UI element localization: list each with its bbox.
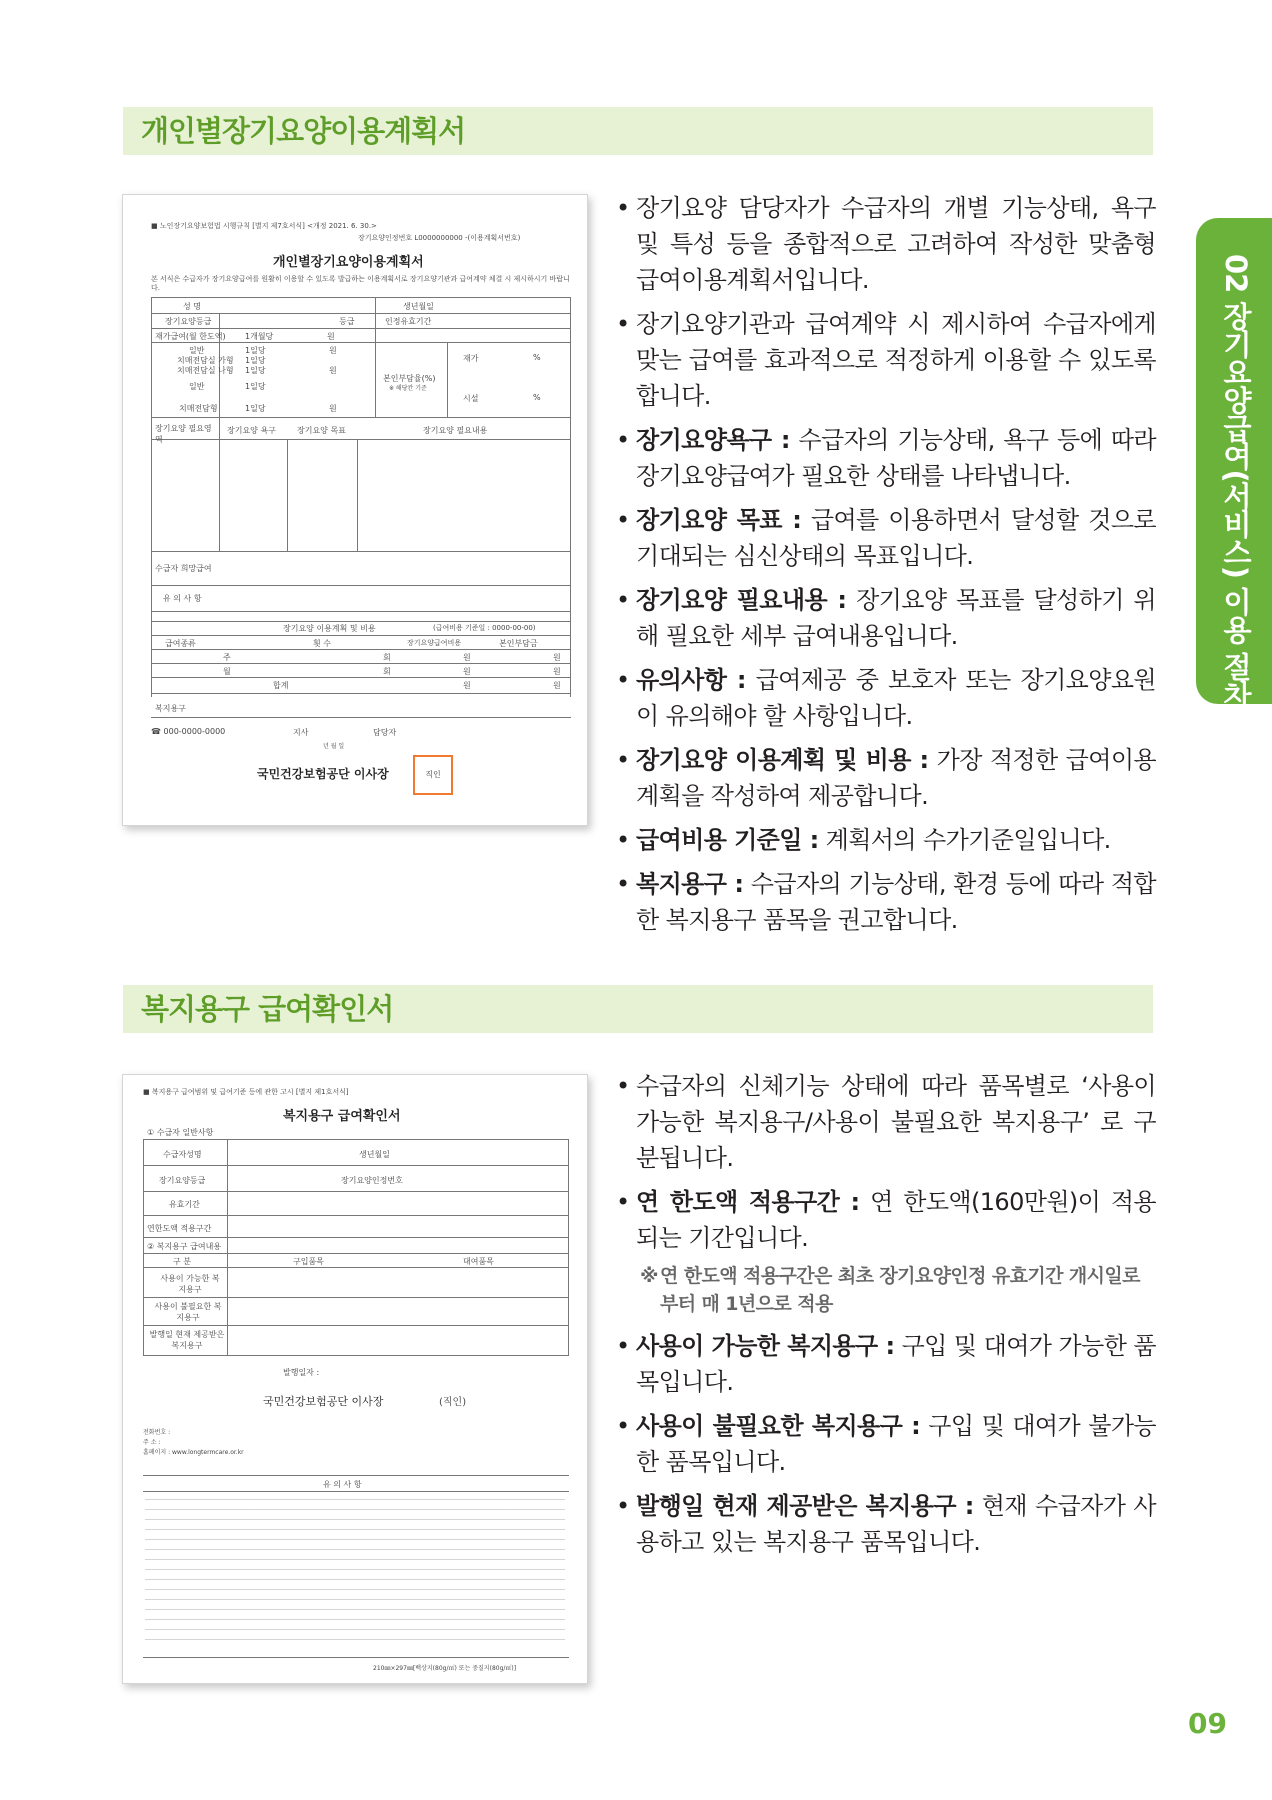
plan-form-col-need: 장기요양 욕구 xyxy=(227,426,276,435)
confirm-form-issuer: 국민건강보험공단 이사장 xyxy=(263,1395,384,1408)
note-mark: ※ xyxy=(640,1265,658,1287)
plan-form-home: 재가 xyxy=(463,354,479,363)
confirm-form-unneeded: 사용이 불필요한 복지용구 xyxy=(154,1302,222,1322)
plan-form-cost-copay: 본인부담금 xyxy=(499,639,538,648)
confirm-description-list xyxy=(616,1068,1156,1568)
bullet-term: 사용이 불필요한 복지용구 : xyxy=(636,1412,921,1440)
plan-form-per-day-4: 1일당 xyxy=(245,382,266,391)
plan-form-copay-won-1: 원 xyxy=(553,653,561,662)
bullet-text: 구입 및 대여가 불가능한 품목입니다. xyxy=(636,1412,1157,1476)
confirm-form-division: 구 분 xyxy=(173,1257,191,1266)
plan-form-intro: 본 서식은 수급자가 장기요양급여를 원활히 이용할 수 있도록 발급하는 이용계획서로 장기요양기관과 급여계약 체결 시 제시하시기 바랍니다. xyxy=(151,275,570,292)
plan-form-cost-won-1: 원 xyxy=(463,653,471,662)
confirm-form-header-note: ■ 복지용구 급여범위 및 급여기준 등에 관한 고시 [별지 제1호서식] xyxy=(143,1088,349,1096)
plan-form-title: 개인별장기요양이용계획서 xyxy=(273,255,424,270)
section-title-confirm: 복지용구 급여확인서 xyxy=(123,985,1153,1033)
plan-form-inst-dementia-a: 치매전담실 가형 xyxy=(177,356,234,365)
bullet-item xyxy=(616,866,1156,938)
chapter-side-tab-label: 02 장기요양급여(서비스) 이용 절차 xyxy=(1219,254,1253,709)
confirm-form-cert-no: 장기요양인정번호 xyxy=(341,1176,403,1185)
plan-form-col-area: 장기요양 필요영역 xyxy=(155,424,212,444)
bullet-term: 급여비용 기준일 : xyxy=(636,826,819,854)
bullet-item xyxy=(616,422,1156,494)
plan-form-home-limit: 재가급여(월 한도액) xyxy=(155,332,226,341)
plan-form-phone: ☎ 000-0000-0000 xyxy=(151,727,226,736)
plan-form-per-day-5: 1일당 xyxy=(245,404,266,413)
bullet-item xyxy=(616,306,1156,414)
plan-form-per-day-3: 1일당 xyxy=(245,366,266,375)
plan-form-inst-general-2: 일반 xyxy=(189,382,205,391)
plan-form-won-3: 원 xyxy=(329,366,337,375)
plan-form-welfare: 복지용구 xyxy=(155,704,186,713)
plan-form-won-5: 원 xyxy=(329,404,337,413)
confirm-form-homepage: 홈페이지 : www.longtermcare.or.kr xyxy=(143,1449,244,1456)
plan-form-image xyxy=(122,194,588,826)
confirm-form-birth: 생년월일 xyxy=(359,1150,390,1159)
plan-form-won: 원 xyxy=(327,332,335,341)
plan-form-issuer: 국민건강보험공단 이사장 xyxy=(257,767,389,781)
bullet-text: 가장 적정한 급여이용 계획을 작성하여 제공합니다. xyxy=(636,746,1156,810)
confirm-form-sec2: ② 복지용구 급여내용 xyxy=(147,1242,222,1251)
plan-description-list xyxy=(616,190,1156,946)
plan-form-cert-no: 장기요양인정번호 L0000000000 -(이용계획서번호) xyxy=(358,234,521,242)
confirm-form-address: 주 소 : xyxy=(143,1439,161,1446)
bullet-text: 구입 및 대여가 가능한 품목입니다. xyxy=(636,1332,1157,1396)
confirm-note xyxy=(616,1262,1156,1318)
plan-form-total-won-1: 원 xyxy=(463,681,471,690)
bullet-item xyxy=(616,502,1156,574)
plan-form-pct-facility: % xyxy=(533,393,541,402)
plan-form-inst-dementia-b: 치매전담실 나형 xyxy=(177,366,234,375)
plan-form-pct-home: % xyxy=(533,353,541,362)
plan-form-branch: 지사 xyxy=(293,728,309,737)
confirm-form-issue-date: 발행일자 : xyxy=(283,1368,320,1377)
bullet-text: 연 한도액(160만원)이 적용되는 기간입니다. xyxy=(636,1188,1156,1252)
confirm-form-purchase: 구입품목 xyxy=(293,1257,324,1266)
bullet-term: 장기요양 필요내용 : xyxy=(636,586,847,614)
plan-form-birth-label: 생년월일 xyxy=(403,302,434,311)
bullet-term: 사용이 가능한 복지용구 : xyxy=(636,1332,895,1360)
plan-form-seal: 직인 xyxy=(413,755,453,795)
confirm-form-name: 수급자성명 xyxy=(163,1150,202,1159)
bullet-term: 발행일 현재 제공받은 복지용구 : xyxy=(636,1492,974,1520)
confirm-form-rental: 대여품목 xyxy=(463,1257,494,1266)
bullet-term: 복지용구 : xyxy=(636,870,744,898)
plan-form-valid-label: 인정유효기간 xyxy=(385,317,432,326)
confirm-form-seal: (직인) xyxy=(439,1397,467,1408)
plan-form-copay: 본인부담율(%) xyxy=(383,374,436,383)
chapter-side-tab xyxy=(1196,218,1272,709)
plan-form-caution: 유 의 사 항 xyxy=(163,594,202,603)
bullet-term: 장기요양욕구 : xyxy=(636,426,790,454)
confirm-form-provided: 발행일 현재 제공받은 복지용구 xyxy=(149,1330,225,1350)
plan-form-name-label: 성 명 xyxy=(183,302,201,311)
bullet-item xyxy=(616,742,1156,814)
plan-form-base-date: (급여비용 기준일 : 0000-00-00) xyxy=(433,624,536,632)
plan-form-facility: 시설 xyxy=(463,394,479,403)
plan-form-plan-cost: 장기요양 이용계획 및 비용 xyxy=(283,624,376,633)
plan-form-cost-amount: 장기요양급여비용 xyxy=(407,639,462,647)
plan-form-date: 년 월 일 xyxy=(323,743,345,750)
bullet-item xyxy=(616,582,1156,654)
confirm-form-valid: 유효기간 xyxy=(169,1200,200,1209)
bullet-text: 급여제공 중 보호자 또는 장기요양요원이 유의해야 할 사항입니다. xyxy=(636,666,1156,730)
plan-form-times-1: 회 xyxy=(383,653,391,662)
plan-form-month: 월 xyxy=(223,667,231,676)
bullet-item xyxy=(616,1408,1156,1480)
section-title-plan: 개인별장기요양이용계획서 xyxy=(123,107,1153,155)
bullet-item xyxy=(616,1328,1156,1400)
bullet-item xyxy=(616,1488,1156,1560)
plan-form-cost-won-2: 원 xyxy=(463,667,471,676)
plan-form-inst-dementia-type: 치매전담형 xyxy=(179,404,218,413)
plan-form-grade-label: 장기요양등급 xyxy=(165,317,212,326)
bullet-text: 장기요양 담당자가 수급자의 개별 기능상태, 욕구 및 특성 등을 종합적으로 고려하여 작성한 맞춤형 급여이용계획서입니다. xyxy=(636,194,1156,294)
plan-form-per-day-1: 1일당 xyxy=(245,346,266,355)
confirm-form-caution-lines xyxy=(145,1499,565,1649)
confirm-form-annual: 연한도액 적용구간 xyxy=(147,1224,212,1233)
plan-form-total-won-2: 원 xyxy=(553,681,561,690)
confirm-form-sec1: ① 수급자 일반사항 xyxy=(147,1128,214,1137)
confirm-form-usable: 사용이 가능한 복지용구 xyxy=(160,1274,220,1294)
bullet-item xyxy=(616,1184,1156,1256)
plan-form-cost-type: 급여종류 xyxy=(165,639,196,648)
plan-form-cost-count: 횟 수 xyxy=(313,639,331,648)
bullet-term: 연 한도액 적용구간 : xyxy=(636,1188,860,1216)
note-text: 연 한도액 적용구간은 최초 장기요양인정 유효기간 개시일로부터 매 1년으로 적용 xyxy=(660,1265,1140,1315)
bullet-text: 장기요양기관과 급여계약 시 제시하여 수급자에게 맞는 급여를 효과적으로 적정하게 이용할 수 있도록 합니다. xyxy=(636,310,1156,410)
bullet-text: 수급자의 신체기능 상태에 따라 품목별로 ‘사용이 가능한 복지용구/사용이 불필요한 복지용구’ 로 구분됩니다. xyxy=(636,1072,1156,1172)
bullet-term: 장기요양 이용계획 및 비용 : xyxy=(636,746,929,774)
confirm-form-grade: 장기요양등급 xyxy=(159,1176,206,1185)
bullet-item xyxy=(616,1068,1156,1176)
plan-form-per-day-2: 1일당 xyxy=(245,356,266,365)
plan-form-manager: 담당자 xyxy=(373,728,397,737)
bullet-item xyxy=(616,822,1156,858)
confirm-form-caution-title: 유 의 사 항 xyxy=(323,1480,362,1489)
bullet-term: 유의사항 : xyxy=(636,666,746,694)
bullet-text: 현재 수급자가 사용하고 있는 복지용구 품목입니다. xyxy=(636,1492,1156,1556)
confirm-form-footer: 210㎜×297㎜[백상지(80g/㎡) 또는 중질지(80g/㎡)] xyxy=(373,1665,517,1672)
bullet-text: 수급자의 기능상태, 욕구 등에 따라 장기요양급여가 필요한 상태를 나타냅니다. xyxy=(636,426,1156,490)
bullet-item xyxy=(616,662,1156,734)
plan-form-total: 합계 xyxy=(273,681,289,690)
confirm-form-image xyxy=(122,1074,588,1684)
bullet-text: 장기요양 목표를 달성하기 위해 필요한 세부 급여내용입니다. xyxy=(636,586,1157,650)
plan-form-copay-note: ※ 해당칸 기준 xyxy=(389,385,427,392)
plan-form-col-goal: 장기요양 목표 xyxy=(297,426,346,435)
bullet-text: 수급자의 기능상태, 환경 등에 따라 적합한 복지용구 품목을 권고합니다. xyxy=(636,870,1157,934)
plan-form-inst-general: 일반 xyxy=(189,346,205,355)
plan-form-week: 주 xyxy=(223,653,231,662)
plan-form-times-2: 회 xyxy=(383,667,391,676)
bullet-term: 장기요양 목표 : xyxy=(636,506,802,534)
plan-form-col-content: 장기요양 필요내용 xyxy=(423,426,488,435)
bullet-text: 계획서의 수가기준일입니다. xyxy=(818,826,1111,854)
plan-form-grade-col: 등급 xyxy=(339,317,355,326)
confirm-form-phone: 전화번호 : xyxy=(143,1429,171,1436)
confirm-form-title: 복지용구 급여확인서 xyxy=(283,1109,401,1124)
plan-form-per-month: 1개월당 xyxy=(245,332,274,341)
plan-form-wish: 수급자 희망급여 xyxy=(155,564,212,573)
plan-form-won-1: 원 xyxy=(329,346,337,355)
plan-form-header-note: ■ 노인장기요양보험법 시행규칙 [별지 제7호서식] <개정 2021. 6. 30.> xyxy=(151,222,377,230)
bullet-text: 급여를 이용하면서 달성할 것으로 기대되는 심신상태의 목표입니다. xyxy=(636,506,1156,570)
plan-form-copay-won-2: 원 xyxy=(553,667,561,676)
bullet-item xyxy=(616,190,1156,298)
page-number: 09 xyxy=(1188,1707,1227,1740)
